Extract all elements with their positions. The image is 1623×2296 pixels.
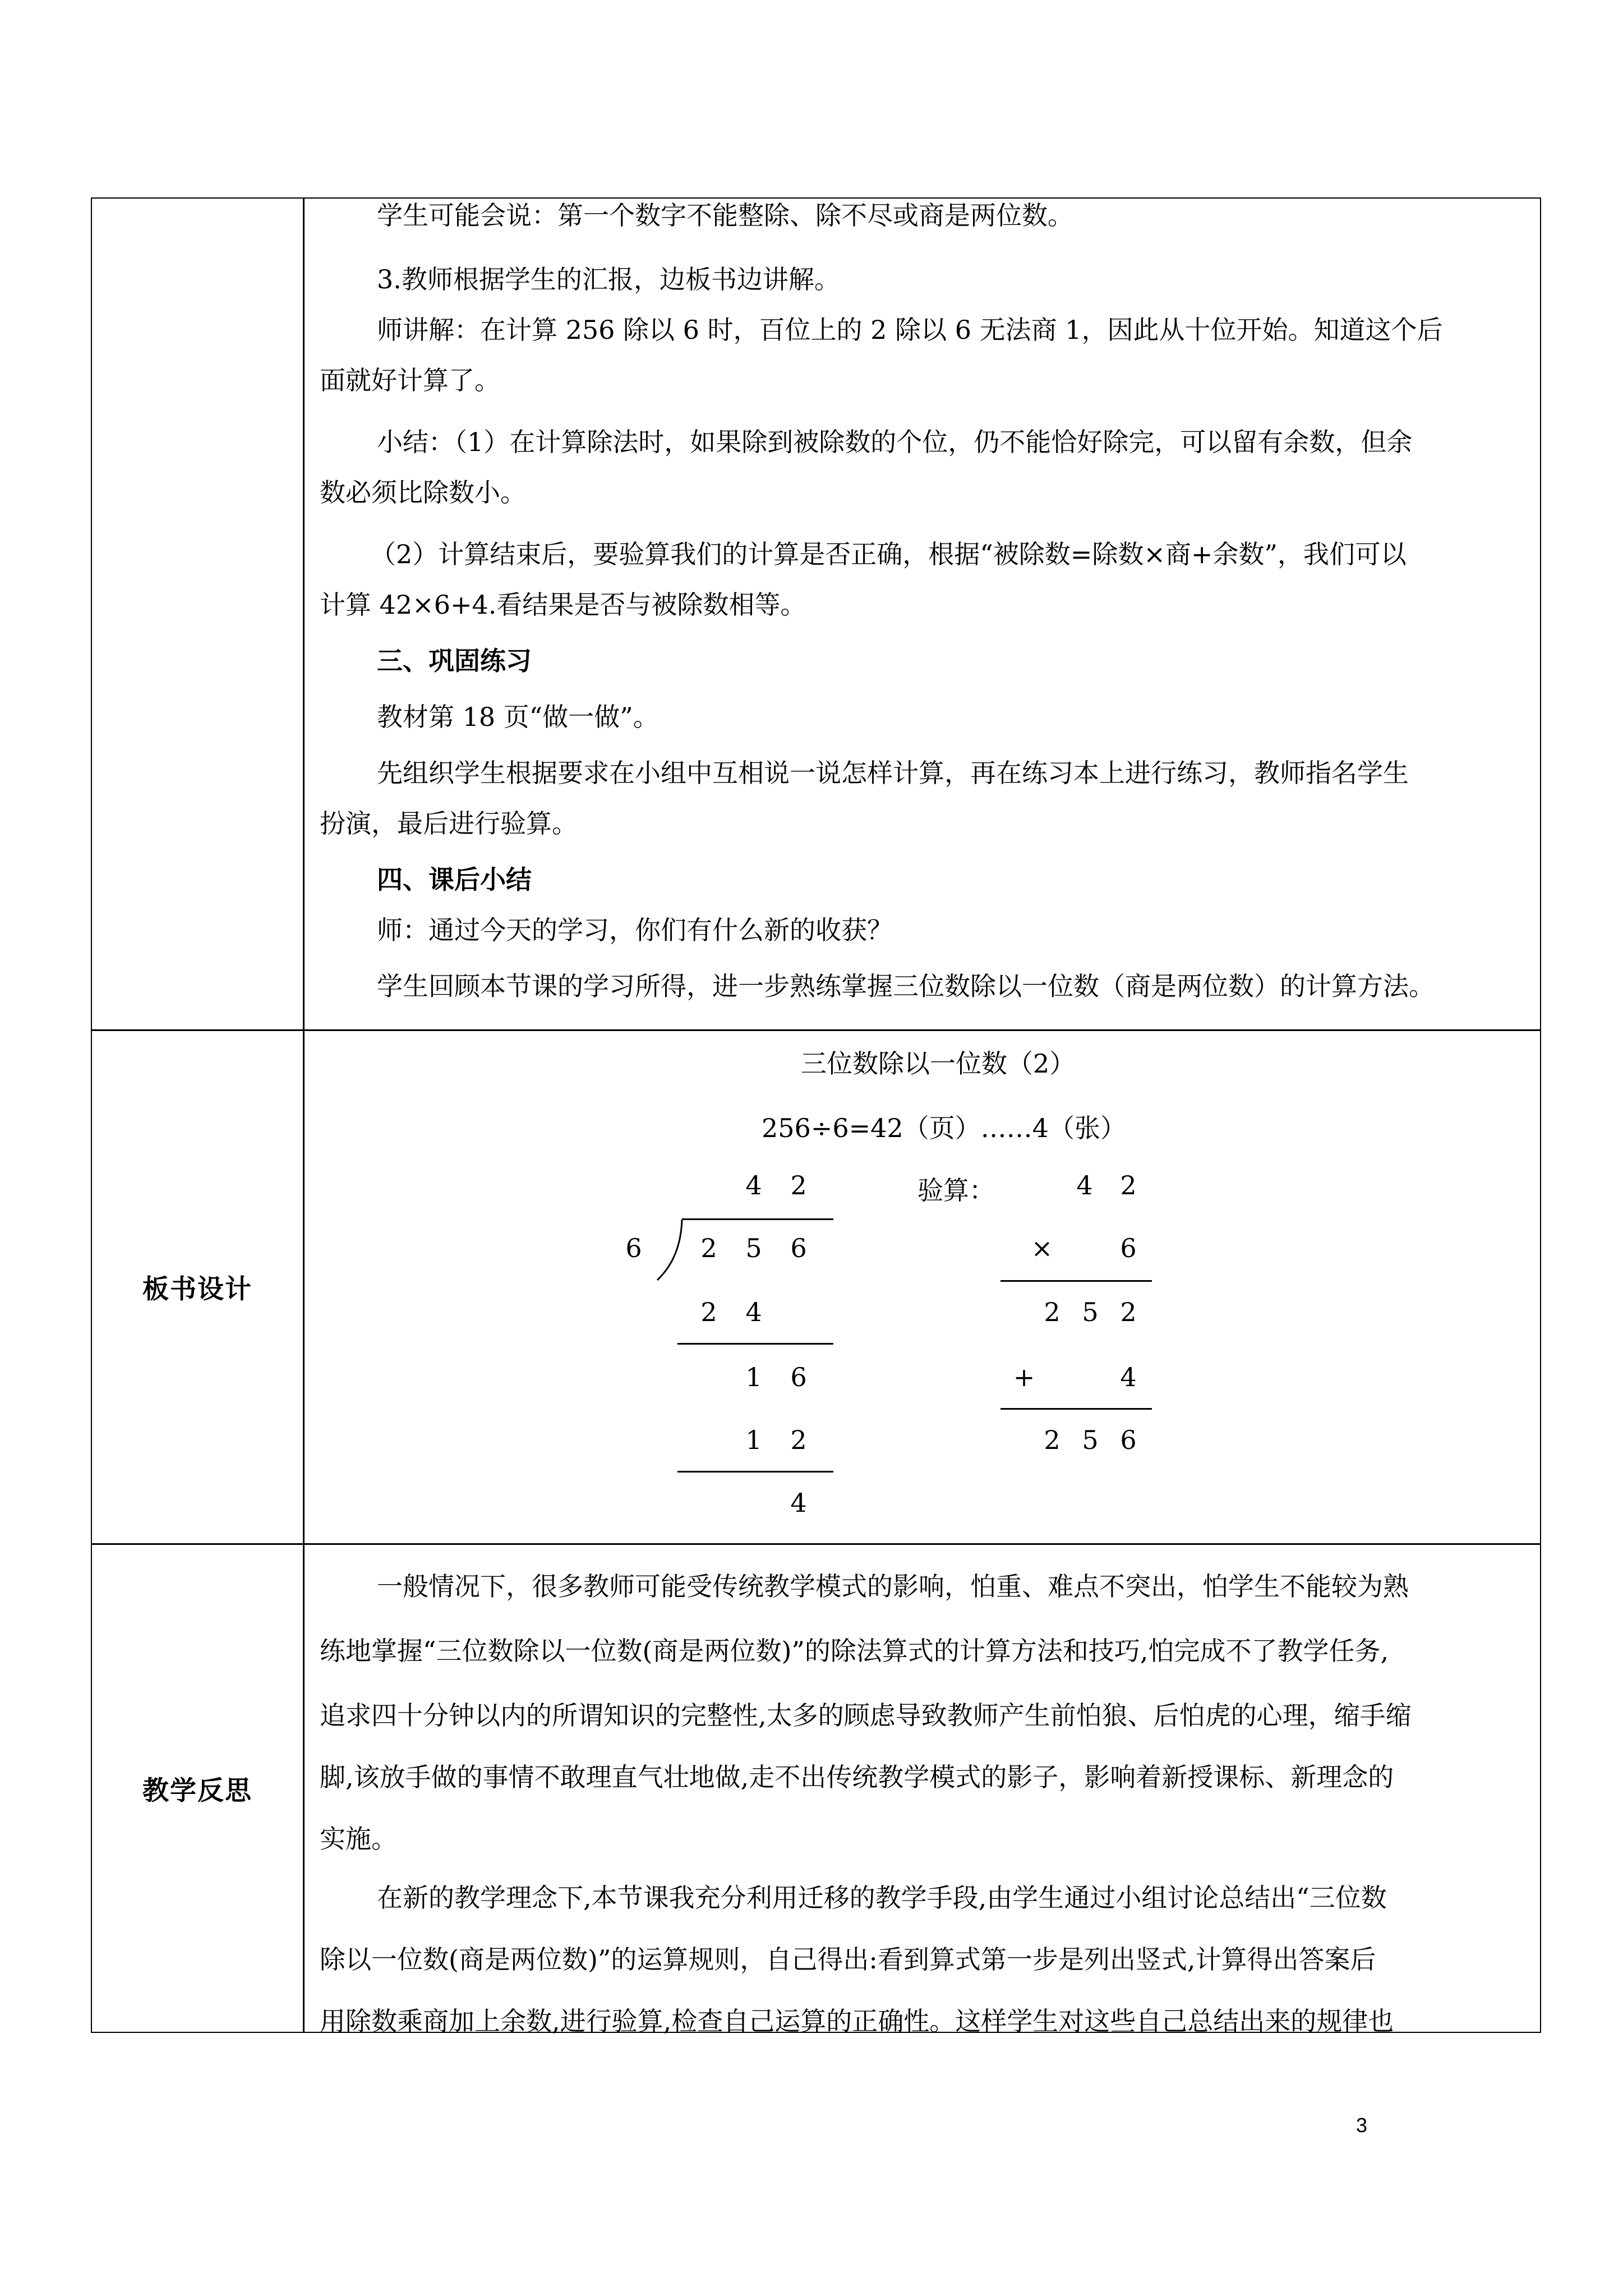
dividend-digit: 5 [745, 1233, 762, 1263]
quotient-digit: 4 [745, 1170, 762, 1200]
process-line: 小结：（1）在计算除法时，如果除到被除数的个位，仍不能恰好除完，可以留有余数，但余 [377, 427, 1413, 457]
reflection-line: 一般情况下，很多教师可能受传统教学模式的影响，怕重、难点不突出，怕学生不能较为熟 [377, 1571, 1409, 1602]
process-line: （2）计算结束后，要验算我们的计算是否正确，根据“被除数=除数×商+余数”，我们可以 [370, 539, 1407, 569]
step-rule [677, 1471, 833, 1473]
quotient-digit: 2 [790, 1170, 807, 1200]
step-digit: 1 [745, 1362, 762, 1392]
process-line: 教材第 18 页“做一做”。 [377, 702, 659, 732]
check-digit: 6 [1120, 1233, 1137, 1263]
page-number: 3 [1356, 2114, 1368, 2137]
check-label: 验算： [917, 1175, 995, 1205]
reflection-line: 追求四十分钟以内的所谓知识的完整性,太多的顾虑导致教师产生前怕狼、后怕虎的心理，缩手缩 [320, 1700, 1412, 1731]
process-line: 扮演，最后进行验算。 [320, 808, 578, 839]
process-line: 学生可能会说：第一个数字不能整除、除不尽或商是两位数。 [377, 200, 1073, 231]
reflection-line: 实施。 [320, 1824, 397, 1854]
check-digit: 2 [1120, 1297, 1137, 1327]
check-digit: 6 [1120, 1425, 1137, 1455]
process-line: 计算 42×6+4.看结果是否与被除数相等。 [320, 590, 806, 620]
board-design-label: 板书设计 [142, 1273, 252, 1305]
reflection-line: 用除数乘商加上余数,进行验算,检查自己运算的正确性。这样学生对这些自己总结出来的规律也 [320, 2006, 1394, 2036]
division-bracket [653, 1218, 686, 1286]
step-digit: 2 [700, 1297, 717, 1327]
step-rule [677, 1343, 833, 1345]
divisor: 6 [625, 1233, 642, 1263]
check-digit: 4 [1076, 1170, 1093, 1200]
process-line: 3.教师根据学生的汇报，边板书边讲解。 [377, 264, 840, 295]
reflection-line: 在新的教学理念下,本节课我充分利用迁移的教学手段,由学生通过小组讨论总结出“三位数 [377, 1883, 1387, 1913]
reflection-label: 教学反思 [142, 1775, 252, 1806]
process-line: 师讲解：在计算 256 除以 6 时，百位上的 2 除以 6 无法商 1，因此从十位开始。知道这个后 [377, 315, 1443, 345]
division-bar [682, 1218, 833, 1220]
remainder: 4 [790, 1488, 807, 1518]
process-line: 面就好计算了。 [320, 365, 500, 395]
row-divider-2 [91, 1543, 1541, 1545]
step-digit: 2 [790, 1425, 807, 1455]
board-equation: 256÷6=42（页）……4（张） [762, 1113, 1126, 1143]
check-digit: 2 [1120, 1170, 1137, 1200]
reflection-line: 脚,该放手做的事情不敢理直气壮地做,走不出传统教学模式的影子，影响着新授课标、新理念的 [320, 1762, 1394, 1792]
check-digit: 2 [1044, 1425, 1061, 1455]
section-heading: 四、课后小结 [377, 864, 532, 895]
check-digit: 4 [1120, 1362, 1137, 1392]
row-divider-1 [91, 1029, 1541, 1031]
dividend-digit: 2 [700, 1233, 717, 1263]
reflection-line: 练地掌握“三位数除以一位数(商是两位数)”的除法算式的计算方法和技巧,怕完成不了教学任务, [320, 1636, 1389, 1666]
board-title: 三位数除以一位数（2） [801, 1048, 1076, 1079]
plus-sign: + [1013, 1362, 1035, 1392]
step-digit: 4 [745, 1297, 762, 1327]
step-digit: 6 [790, 1362, 807, 1392]
reflection-line: 除以一位数(商是两位数)”的运算规则，自己得出:看到算式第一步是列出竖式,计算得出答案后 [320, 1944, 1376, 1975]
step-digit: 1 [745, 1425, 762, 1455]
times-sign: × [1031, 1233, 1053, 1263]
section-heading: 三、巩固练习 [377, 646, 532, 676]
dividend-digit: 6 [790, 1233, 807, 1263]
process-line: 师：通过今天的学习，你们有什么新的收获？ [377, 915, 893, 945]
check-rule [1000, 1408, 1152, 1410]
check-digit: 5 [1082, 1425, 1099, 1455]
check-digit: 5 [1082, 1297, 1099, 1327]
check-rule [1000, 1280, 1152, 1282]
process-line: 数必须比除数小。 [320, 477, 526, 508]
check-digit: 2 [1044, 1297, 1061, 1327]
process-line: 先组织学生根据要求在小组中互相说一说怎样计算，再在练习本上进行练习，教师指名学生 [377, 758, 1409, 788]
process-line: 学生回顾本节课的学习所得，进一步熟练掌握三位数除以一位数（商是两位数）的计算方法。 [377, 971, 1435, 1001]
